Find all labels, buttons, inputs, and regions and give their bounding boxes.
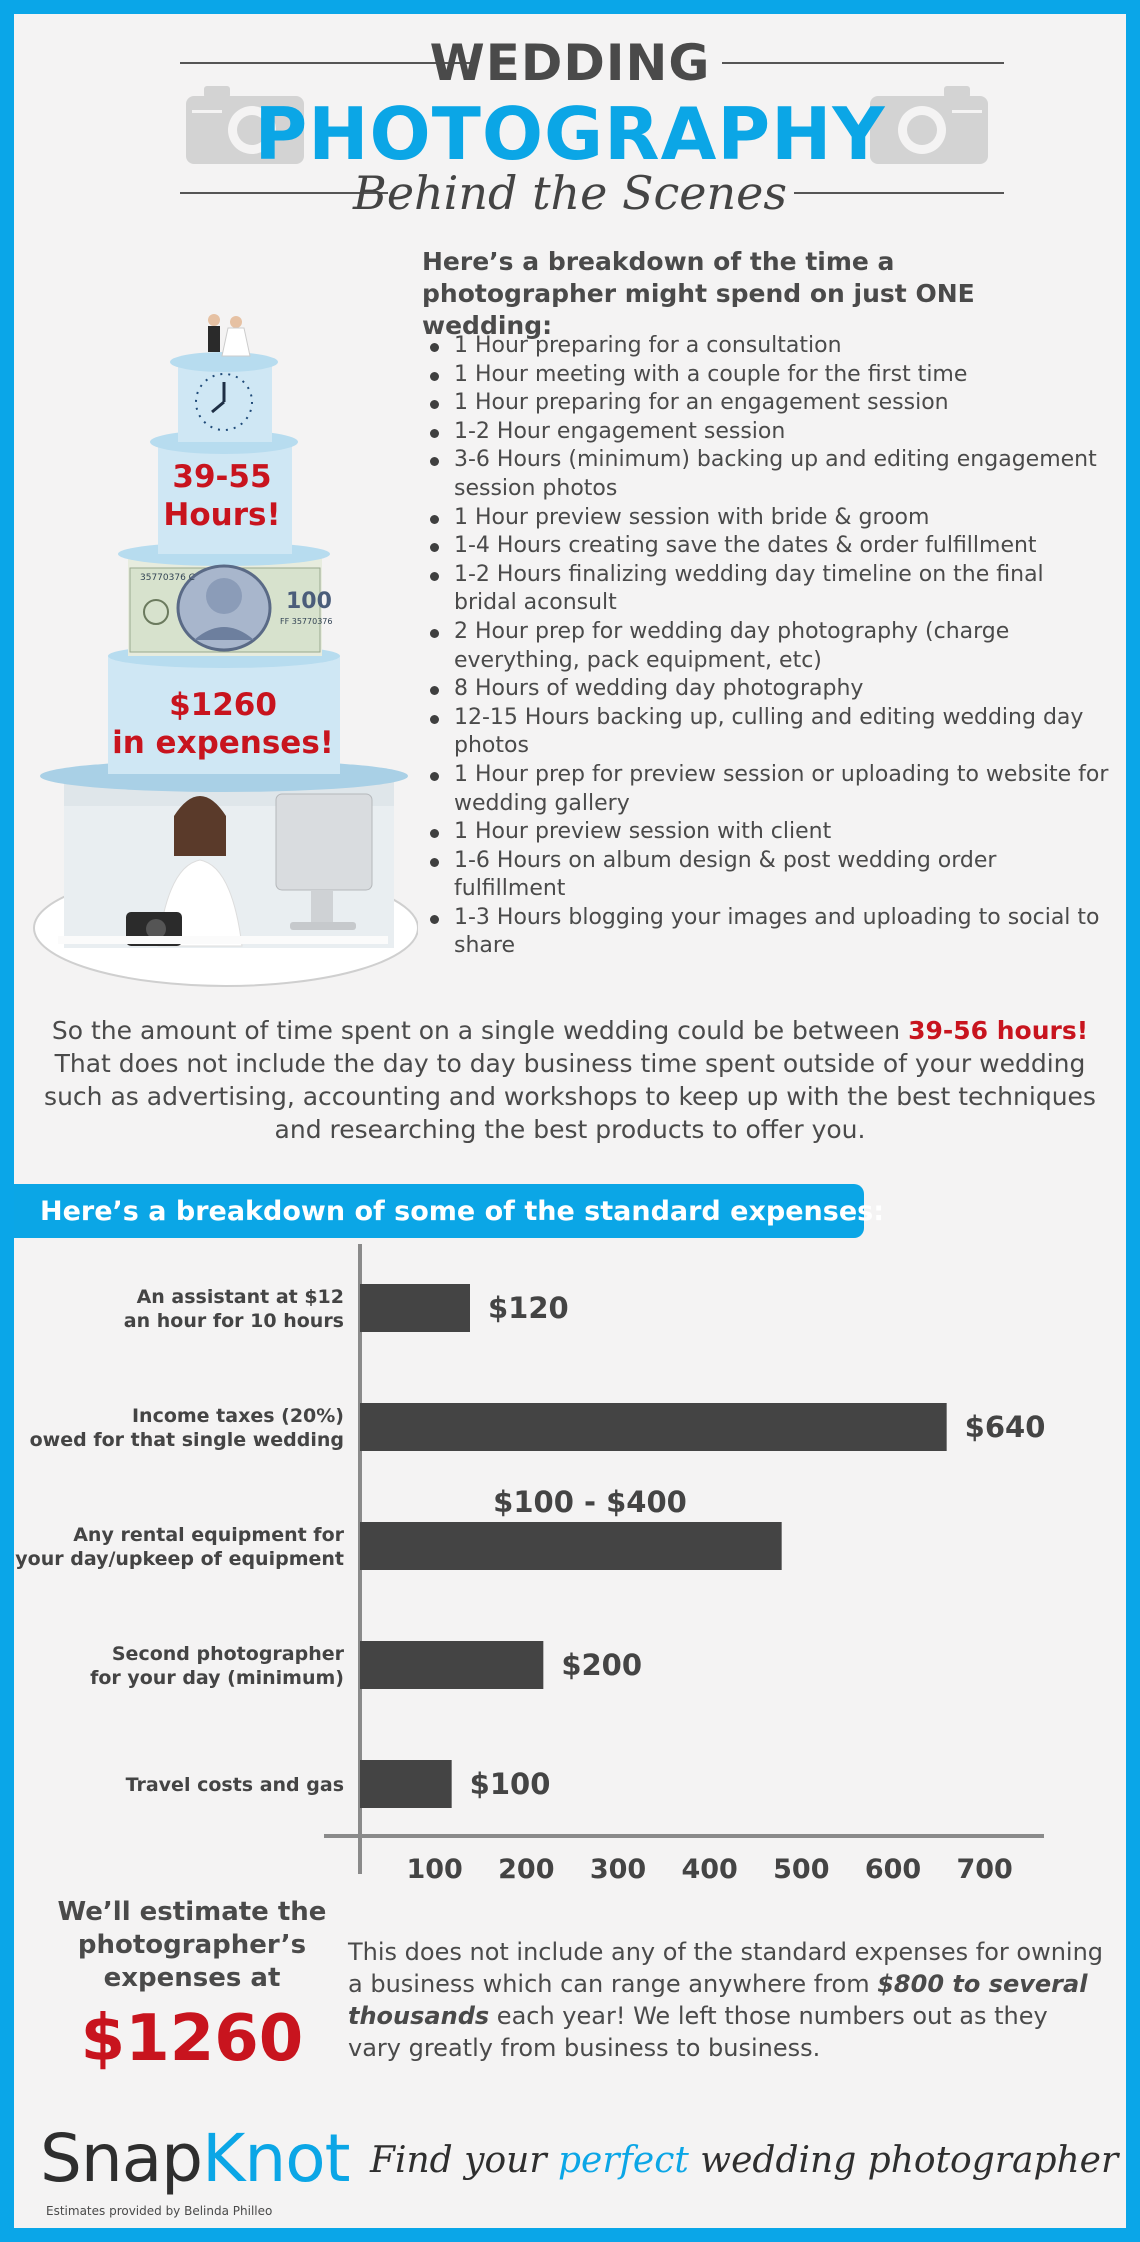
bill-serial-2: FF 35770376 — [280, 617, 333, 626]
disclaimer-text-after: each year! We left those numbers out as they vary greatly from business to business. — [348, 2002, 1048, 2062]
expense-bar — [360, 1522, 782, 1570]
task-list-item: 12-15 Hours backing up, culling and editing wedding day photos — [422, 704, 1112, 761]
wedding-cake-illustration — [28, 306, 418, 996]
task-list-item: 1 Hour prep for preview session or uploading to website for wedding gallery — [422, 761, 1112, 818]
x-tick-label: 400 — [681, 1854, 738, 1884]
x-tick-label: 100 — [406, 1854, 463, 1884]
task-list-item: 1 Hour meeting with a couple for the first time — [422, 361, 1112, 390]
disclaimer-paragraph — [348, 1936, 1108, 2064]
tagline-after: wedding photographer — [688, 2140, 1119, 2181]
category-label: Travel costs and gas — [125, 1774, 344, 1796]
expense-label — [98, 686, 348, 762]
expense-bar — [360, 1760, 452, 1808]
x-tick-label: 300 — [589, 1854, 647, 1884]
expense-bar — [360, 1284, 470, 1332]
x-tick-label: 500 — [773, 1854, 830, 1884]
expense-value: $1260 — [169, 687, 277, 723]
estimate-heading: We’ll estimate the photographer’s expenses at — [57, 1897, 327, 1993]
hours-unit: Hours! — [163, 497, 281, 533]
logo-snap: Snap — [40, 2120, 203, 2197]
tagline-before: Find your — [370, 2140, 559, 2181]
task-list-item: 8 Hours of wedding day photography — [422, 675, 1112, 704]
category-label: An assistant at $12 — [136, 1286, 344, 1308]
value-label: $640 — [964, 1410, 1046, 1444]
hours-value: 39-55 — [172, 459, 272, 495]
category-label: Second photographer — [111, 1643, 344, 1665]
summary-paragraph — [34, 1014, 1106, 1146]
disclaimer-text-before: This does not include any of the standard expenses for owning a business which can range anywhere from — [348, 1938, 1104, 1998]
snapknot-logo[interactable] — [40, 2120, 349, 2197]
task-list-item: 1-2 Hour engagement session — [422, 418, 1112, 447]
expense-bar — [360, 1403, 947, 1451]
x-tick-label: 200 — [498, 1854, 555, 1884]
task-list-item: 2 Hour prep for wedding day photography (charge everything, pack equipment, etc) — [422, 618, 1112, 675]
task-list-item: 3-6 Hours (minimum) backing up and editing engagement session photos — [422, 446, 1112, 503]
expenses-banner-text: Here’s a breakdown of some of the standard expenses: — [40, 1196, 885, 1227]
bill-denomination: 100 — [286, 589, 332, 614]
task-list — [422, 332, 1112, 961]
cake-drawing — [28, 306, 418, 996]
task-list-item: 1 Hour preview session with client — [422, 818, 1112, 847]
x-tick-label: 600 — [864, 1854, 922, 1884]
summary-highlight: 39-56 hours! — [908, 1016, 1089, 1045]
infographic — [14, 14, 1126, 2228]
task-list-item: 1 Hour preview session with bride & groom — [422, 504, 1112, 533]
credit-text: Estimates provided by Belinda Philleo — [46, 2204, 273, 2218]
expense-bar — [360, 1641, 543, 1689]
disclaimer-bold: $800 to several thousands — [348, 1970, 1088, 2030]
value-label: $100 - $400 — [493, 1485, 687, 1519]
value-label: $200 — [561, 1648, 643, 1682]
expense-unit: in expenses! — [112, 725, 334, 761]
category-label: Income taxes (20%) — [131, 1405, 344, 1427]
task-list-item: 1-3 Hours blogging your images and uploading to social to share — [422, 904, 1112, 961]
subtitle-behind-the-scenes: Behind the Scenes — [353, 166, 787, 220]
task-list-item: 1-4 Hours creating save the dates & order fulfillment — [422, 532, 1112, 561]
category-label: an hour for 10 hours — [123, 1310, 344, 1332]
task-list-item: 1-6 Hours on album design & post wedding order fulfillment — [422, 847, 1112, 904]
summary-text-before: So the amount of time spent on a single wedding could be between — [51, 1016, 909, 1045]
couple-topper-icon — [208, 314, 250, 356]
expenses-bar-chart — [14, 1244, 1126, 1884]
expenses-banner — [14, 1184, 885, 1238]
category-label: for your day (minimum) — [90, 1667, 344, 1689]
tagline-highlight: perfect — [558, 2140, 689, 2181]
task-list-item: 1 Hour preparing for a consultation — [422, 332, 1112, 361]
category-label: owed for that single wedding — [29, 1429, 344, 1451]
bill-serial: 35770376 C — [140, 573, 195, 583]
tagline — [370, 2140, 1118, 2181]
hours-label — [132, 458, 312, 534]
value-label: $120 — [488, 1291, 569, 1325]
logo-knot: Knot — [202, 2120, 350, 2197]
task-list-item: 1-2 Hours finalizing wedding day timeline on the final bridal aconsult — [422, 561, 1112, 618]
x-tick-label: 700 — [956, 1854, 1013, 1884]
category-label: your day/upkeep of equipment — [15, 1548, 344, 1570]
value-label: $100 — [469, 1767, 551, 1801]
title-wedding: WEDDING — [429, 34, 711, 92]
summary-text-after: That does not include the day to day business time spent outside of your wedding such as advertising, accounting and workshops to keep up with the best techniques and researching the best products to offer you. — [44, 1049, 1096, 1144]
title-photography: PHOTOGRAPHY — [254, 92, 886, 176]
task-list-item: 1 Hour preparing for an engagement session — [422, 389, 1112, 418]
estimate-value: $1260 — [80, 2002, 304, 2076]
category-label: Any rental equipment for — [73, 1524, 344, 1546]
intro-heading: Here’s a breakdown of the time a photographer might spend on just ONE wedding: — [422, 247, 975, 340]
